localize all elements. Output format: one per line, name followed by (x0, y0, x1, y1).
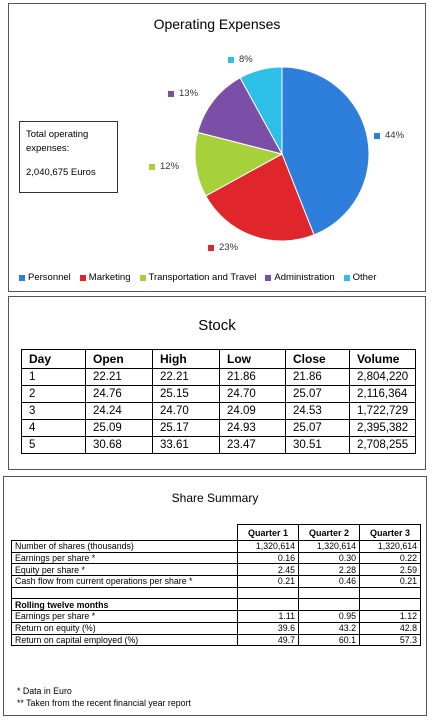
table-row (22, 403, 416, 420)
table-cell: 2.28 (299, 564, 360, 576)
legend-label: Other (352, 272, 377, 283)
legend-label: Administration (274, 272, 335, 283)
slice-label-marketing (208, 242, 238, 253)
table-cell: 24.53 (286, 403, 350, 420)
table-cell: Earnings per share * (12, 611, 238, 623)
table-cell: 0.46 (299, 576, 360, 588)
legend-item-personnel (19, 272, 71, 283)
table-cell: 5 (22, 437, 86, 454)
table-cell: 0.22 (360, 552, 421, 564)
table-cell: 1 (22, 369, 86, 386)
section-heading-rolling: Rolling twelve months (12, 599, 238, 611)
table-cell: 24.93 (220, 420, 286, 437)
table-cell: 42.8 (360, 622, 421, 634)
table-cell: 2,804,220 (350, 369, 416, 386)
table-cell: 1.11 (238, 611, 299, 623)
share-summary-notes (17, 685, 191, 709)
table-row (12, 552, 421, 564)
pie-chart-title: Operating Expenses (153, 16, 281, 32)
legend-swatch (265, 275, 271, 281)
share-col-blank (12, 525, 238, 541)
table-cell: 3 (22, 403, 86, 420)
table-cell: 60.1 (299, 634, 360, 646)
stock-header-row (22, 350, 416, 369)
table-cell: 43.2 (299, 622, 360, 634)
share-col-q3: Quarter 3 (360, 525, 421, 541)
stock-title: Stock (198, 317, 236, 334)
table-cell (238, 587, 299, 599)
share-summary-panel (3, 476, 427, 716)
share-summary-title: Share Summary (171, 491, 259, 505)
slice-label-swatch (149, 164, 155, 170)
legend-item-marketing (80, 272, 131, 283)
legend-swatch (140, 275, 146, 281)
table-row (22, 420, 416, 437)
legend-label: Marketing (88, 272, 131, 283)
legend-item-other (344, 272, 377, 283)
table-cell: 2,116,364 (350, 386, 416, 403)
table-section-row (12, 599, 421, 611)
note-financial-report: ** Taken from the recent financial year report (17, 698, 191, 708)
table-cell: 1,320,614 (238, 541, 299, 553)
table-row (22, 437, 416, 454)
table-cell: 2,395,382 (350, 420, 416, 437)
table-cell: 1,320,614 (299, 541, 360, 553)
table-cell: 25.07 (286, 420, 350, 437)
table-cell: 23.47 (220, 437, 286, 454)
table-cell: Return on equity (%) (12, 622, 238, 634)
table-cell: 24.70 (153, 403, 220, 420)
slice-label-other (228, 54, 253, 65)
table-cell (299, 599, 360, 611)
table-cell: 25.07 (286, 386, 350, 403)
table-cell (360, 599, 421, 611)
table-cell: 57.3 (360, 634, 421, 646)
total-value: 2,040,675 Euros (26, 167, 96, 178)
table-cell (299, 587, 360, 599)
table-cell: 21.86 (286, 369, 350, 386)
table-cell (238, 599, 299, 611)
slice-label-personnel (374, 130, 404, 141)
table-cell: Cash flow from current operations per share * (12, 576, 238, 588)
table-cell: 0.16 (238, 552, 299, 564)
slice-label-swatch (168, 91, 174, 97)
share-col-q1: Quarter 1 (238, 525, 299, 541)
total-expenses-annotation (19, 121, 118, 193)
slice-label-swatch (208, 245, 214, 251)
table-cell: 24.24 (86, 403, 153, 420)
total-line-1: Total operating (26, 129, 89, 140)
table-cell: 25.09 (86, 420, 153, 437)
legend-item-administration (265, 272, 334, 283)
table-cell: 49.7 (238, 634, 299, 646)
table-cell: 0.21 (360, 576, 421, 588)
table-cell: 33.61 (153, 437, 220, 454)
legend-label: Personnel (28, 272, 71, 283)
slice-value: 44% (385, 130, 405, 141)
legend-label: Transportation and Travel (148, 272, 257, 283)
table-cell: 25.15 (153, 386, 220, 403)
table-cell: 1.12 (360, 611, 421, 623)
operating-expenses-panel (8, 3, 426, 292)
table-cell (12, 587, 238, 599)
legend-swatch (344, 275, 350, 281)
table-cell: 2.59 (360, 564, 421, 576)
table-cell: 0.95 (299, 611, 360, 623)
slice-label-swatch (374, 133, 380, 139)
table-row (22, 386, 416, 403)
legend-swatch (19, 275, 25, 281)
share-summary-table (11, 524, 421, 646)
table-row-spacer (12, 587, 421, 599)
table-cell: 39.6 (238, 622, 299, 634)
stock-col-volume: Volume (350, 350, 416, 369)
table-row (12, 564, 421, 576)
table-row (12, 611, 421, 623)
slice-label-administration (168, 88, 198, 99)
table-cell: 22.21 (86, 369, 153, 386)
pie-legend (19, 272, 376, 283)
legend-swatch (80, 275, 86, 281)
table-cell: 0.30 (299, 552, 360, 564)
table-cell: Equity per share * (12, 564, 238, 576)
legend-item-transportation (140, 272, 257, 283)
table-cell: 1,320,614 (360, 541, 421, 553)
stock-col-high: High (153, 350, 220, 369)
stock-col-close: Close (286, 350, 350, 369)
slice-label-swatch (228, 57, 234, 63)
table-cell: Number of shares (thousands) (12, 541, 238, 553)
table-cell: Earnings per share * (12, 552, 238, 564)
table-cell: 4 (22, 420, 86, 437)
total-line-2: expenses: (26, 143, 70, 154)
table-cell: Return on capital employed (%) (12, 634, 238, 646)
table-cell: 24.70 (220, 386, 286, 403)
stock-panel (8, 296, 426, 470)
note-euro: * Data in Euro (17, 686, 72, 696)
table-cell: 0.21 (238, 576, 299, 588)
table-cell: 24.76 (86, 386, 153, 403)
slice-value: 12% (160, 161, 180, 172)
slice-value: 23% (219, 242, 239, 253)
stock-col-low: Low (220, 350, 286, 369)
table-cell: 2,708,255 (350, 437, 416, 454)
share-col-q2: Quarter 2 (299, 525, 360, 541)
table-cell: 22.21 (153, 369, 220, 386)
stock-col-open: Open (86, 350, 153, 369)
slice-value: 8% (239, 54, 253, 65)
table-cell: 30.68 (86, 437, 153, 454)
table-cell: 24.09 (220, 403, 286, 420)
table-cell: 25.17 (153, 420, 220, 437)
table-row (12, 541, 421, 553)
table-row (12, 634, 421, 646)
table-row (12, 622, 421, 634)
share-header-row (12, 525, 421, 541)
table-cell: 2.45 (238, 564, 299, 576)
table-row (12, 576, 421, 588)
table-cell: 1,722,729 (350, 403, 416, 420)
table-row (22, 369, 416, 386)
table-cell: 21.86 (220, 369, 286, 386)
stock-table (21, 349, 416, 454)
table-cell: 2 (22, 386, 86, 403)
table-cell (360, 587, 421, 599)
slice-value: 13% (179, 88, 199, 99)
table-cell: 30.51 (286, 437, 350, 454)
slice-label-transportation (149, 161, 179, 172)
stock-col-day: Day (22, 350, 86, 369)
